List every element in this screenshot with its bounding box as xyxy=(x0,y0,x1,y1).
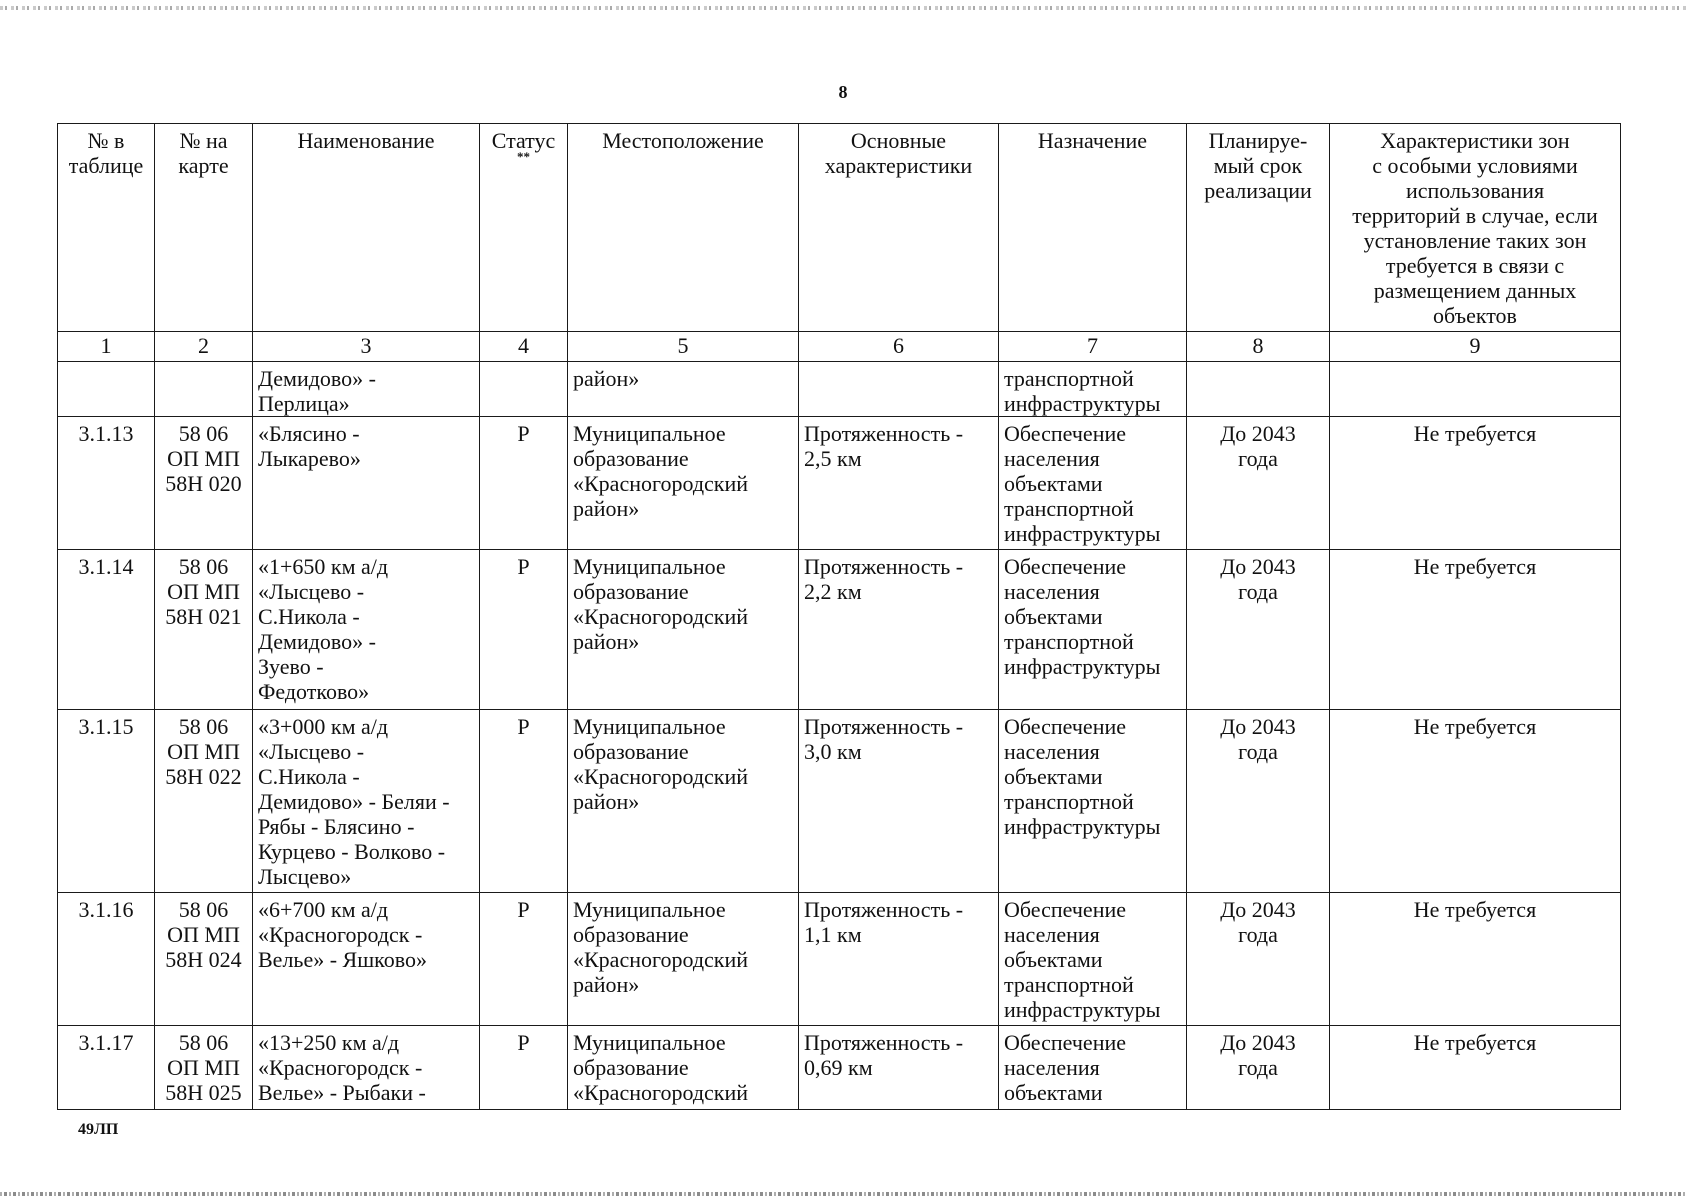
cell-purpose: Обеспечение населения объектами транспортной инфраструктуры xyxy=(999,550,1187,710)
cell-name: «6+700 км а/д «Красногородск - Велье» - Яшково» xyxy=(253,893,480,1026)
status-footnote-mark: ** xyxy=(517,149,530,164)
cell-table-number xyxy=(58,362,155,417)
cell-special-zones: Не требуется xyxy=(1330,710,1621,893)
column-number: 8 xyxy=(1187,332,1330,362)
cell-status xyxy=(480,362,568,417)
cell-table-number: 3.1.15 xyxy=(58,710,155,893)
column-number: 6 xyxy=(799,332,999,362)
table-row xyxy=(58,893,1621,1026)
cell-main-characteristics: Протяженность - 2,5 км xyxy=(799,417,999,550)
header-name: Наименование xyxy=(253,124,480,332)
cell-status: Р xyxy=(480,893,568,1026)
header-status-label: Статус xyxy=(491,128,556,153)
header-location: Местоположение xyxy=(568,124,799,332)
cell-table-number: 3.1.13 xyxy=(58,417,155,550)
scan-edge-top xyxy=(0,6,1686,10)
cell-purpose: Обеспечение населения объектами транспортной инфраструктуры xyxy=(999,893,1187,1026)
column-number: 5 xyxy=(568,332,799,362)
cell-status: Р xyxy=(480,417,568,550)
cell-table-number: 3.1.17 xyxy=(58,1026,155,1110)
table-row xyxy=(58,550,1621,710)
column-number: 2 xyxy=(155,332,253,362)
cell-map-number: 58 06 ОП МП 58Н 022 xyxy=(155,710,253,893)
header-map-number: № на карте xyxy=(155,124,253,332)
cell-purpose: Обеспечение населения объектами xyxy=(999,1026,1187,1110)
page-number: 8 xyxy=(838,82,848,102)
table-row xyxy=(58,417,1621,550)
header-main-characteristics: Основные характеристики xyxy=(799,124,999,332)
cell-planned-term: До 2043 года xyxy=(1187,1026,1330,1110)
table-header-row xyxy=(58,124,1621,332)
cell-location: Муниципальное образование «Красногородский xyxy=(568,1026,799,1110)
cell-planned-term: До 2043 года xyxy=(1187,550,1330,710)
cell-location: район» xyxy=(568,362,799,417)
cell-main-characteristics: Протяженность - 2,2 км xyxy=(799,550,999,710)
scan-edge-bottom xyxy=(0,1192,1686,1196)
cell-map-number: 58 06 ОП МП 58Н 020 xyxy=(155,417,253,550)
cell-purpose: Обеспечение населения объектами транспортной инфраструктуры xyxy=(999,417,1187,550)
header-planned-term: Планируе- мый срок реализации xyxy=(1187,124,1330,332)
column-number-row xyxy=(58,332,1621,362)
table-row xyxy=(58,710,1621,893)
cell-name: Демидово» - Перлица» xyxy=(253,362,480,417)
cell-main-characteristics: Протяженность - 1,1 км xyxy=(799,893,999,1026)
cell-main-characteristics: Протяженность - 3,0 км xyxy=(799,710,999,893)
cell-status: Р xyxy=(480,710,568,893)
cell-special-zones: Не требуется xyxy=(1330,550,1621,710)
cell-location: Муниципальное образование «Красногородский район» xyxy=(568,550,799,710)
cell-special-zones xyxy=(1330,362,1621,417)
cell-purpose: транспортной инфраструктуры xyxy=(999,362,1187,417)
table-row xyxy=(58,1026,1621,1110)
cell-main-characteristics xyxy=(799,362,999,417)
cell-name: «3+000 км а/д «Лысцево - С.Никола - Демидово» - Беляи - Рябы - Блясино - Курцево - Волково - Лысцево» xyxy=(253,710,480,893)
cell-table-number: 3.1.14 xyxy=(58,550,155,710)
cell-location: Муниципальное образование «Красногородский район» xyxy=(568,893,799,1026)
continuation-row xyxy=(58,362,1621,417)
cell-map-number: 58 06 ОП МП 58Н 025 xyxy=(155,1026,253,1110)
header-special-zones: Характеристики зон с особыми условиями использования территорий в случае, если установление таких зон требуется в связи с размещением данных объектов xyxy=(1330,124,1621,332)
cell-table-number: 3.1.16 xyxy=(58,893,155,1026)
cell-map-number xyxy=(155,362,253,417)
cell-planned-term: До 2043 года xyxy=(1187,710,1330,893)
cell-special-zones: Не требуется xyxy=(1330,417,1621,550)
cell-planned-term: До 2043 года xyxy=(1187,893,1330,1026)
cell-special-zones: Не требуется xyxy=(1330,1026,1621,1110)
cell-name: «Блясино - Лыкарево» xyxy=(253,417,480,550)
cell-status: Р xyxy=(480,1026,568,1110)
cell-map-number: 58 06 ОП МП 58Н 021 xyxy=(155,550,253,710)
column-number: 9 xyxy=(1330,332,1621,362)
column-number: 1 xyxy=(58,332,155,362)
column-number: 4 xyxy=(480,332,568,362)
cell-status: Р xyxy=(480,550,568,710)
object-register-table xyxy=(57,123,1621,1110)
cell-planned-term xyxy=(1187,362,1330,417)
header-purpose: Назначение xyxy=(999,124,1187,332)
cell-map-number: 58 06 ОП МП 58Н 024 xyxy=(155,893,253,1026)
cell-main-characteristics: Протяженность - 0,69 км xyxy=(799,1026,999,1110)
header-table-number: № в таблице xyxy=(58,124,155,332)
cell-location: Муниципальное образование «Красногородский район» xyxy=(568,710,799,893)
footer-document-code: 49ЛП xyxy=(78,1121,119,1138)
cell-location: Муниципальное образование «Красногородский район» xyxy=(568,417,799,550)
cell-planned-term: До 2043 года xyxy=(1187,417,1330,550)
cell-name: «13+250 км а/д «Красногородск - Велье» - Рыбаки - xyxy=(253,1026,480,1110)
cell-purpose: Обеспечение населения объектами транспортной инфраструктуры xyxy=(999,710,1187,893)
column-number: 3 xyxy=(253,332,480,362)
cell-special-zones: Не требуется xyxy=(1330,893,1621,1026)
cell-name: «1+650 км а/д «Лысцево - С.Никола - Демидово» - Зуево - Федотково» xyxy=(253,550,480,710)
column-number: 7 xyxy=(999,332,1187,362)
header-status xyxy=(480,124,568,332)
